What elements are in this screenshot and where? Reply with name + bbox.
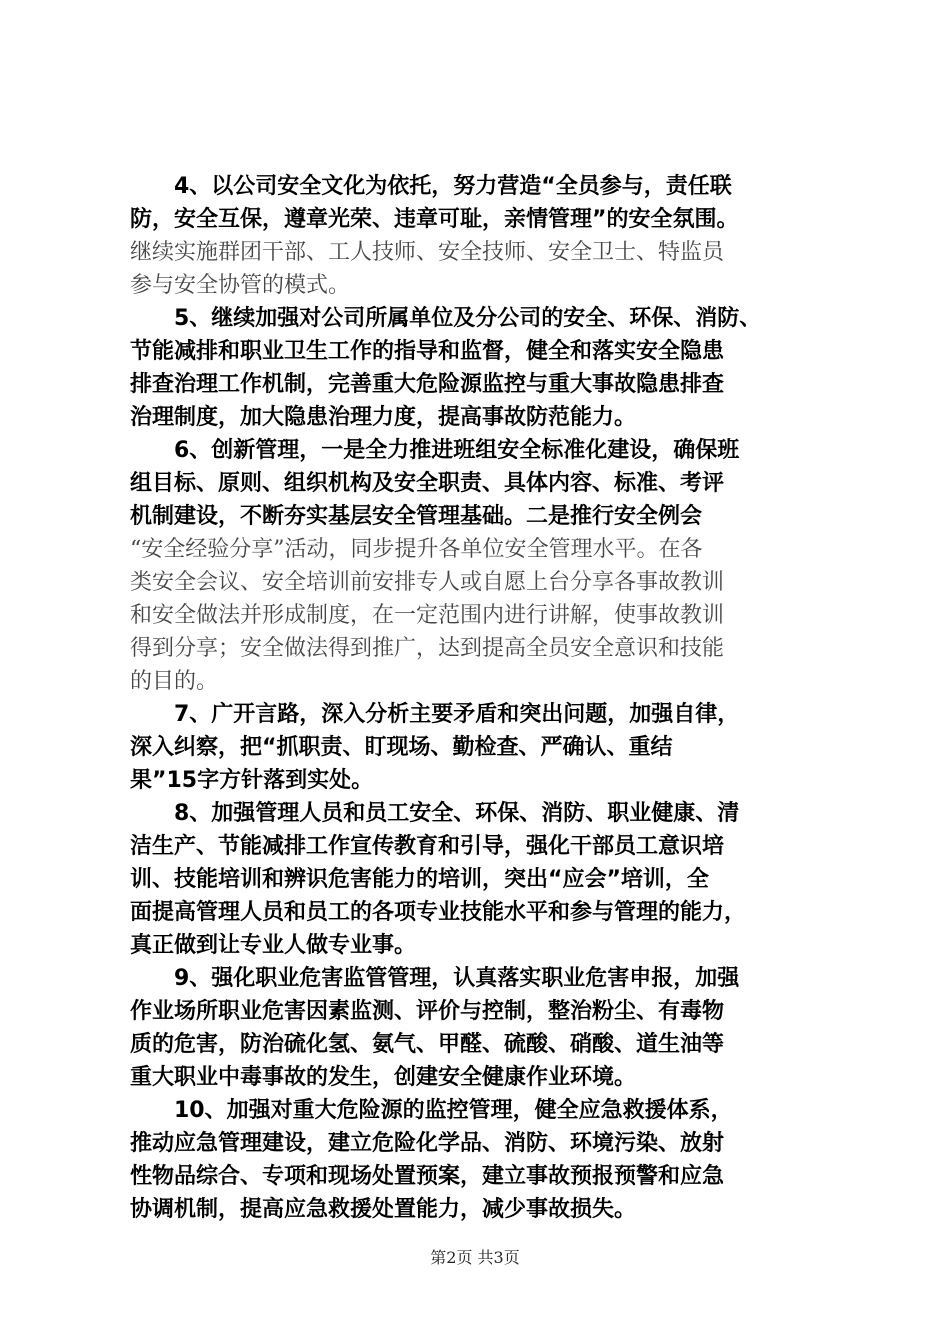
paragraph-5-line: 治理制度，加大隐患治理力度，提高事故防范能力。 (130, 405, 637, 430)
paragraph-7-line: 7、广开言路，深入分析主要矛盾和突出问题，加强自律， (174, 702, 740, 727)
paragraph-5-line: 排查治理工作机制，完善重大危险源监控与重大事故隐患排查 (130, 372, 725, 397)
paragraph-10-line: 协调机制，提高应急救援处置能力，减少事故损失。 (130, 1197, 637, 1222)
paragraph-6-line: 的目的。 (130, 669, 219, 694)
paragraph-5-line: 5、继续加强对公司所属单位及分公司的安全、环保、消防、 (174, 306, 762, 331)
paragraph-4-line: 继续实施群团干部、工人技师、安全技师、安全卫士、特监员 (130, 240, 725, 265)
paragraph-8-line: 洁生产、节能减排工作宣传教育和引导，强化干部员工意识培 (130, 834, 725, 859)
paragraph-6-line: 得到分享；安全做法得到推广，达到提高全员安全意识和技能 (130, 636, 725, 661)
paragraph-6-line: 类安全会议、安全培训前安排专人或自愿上台分享各事故教训 (130, 570, 725, 595)
paragraph-10-line: 10、加强对重大危险源的监控管理，健全应急救援体系， (174, 1098, 733, 1123)
paragraph-4-line: 防，安全互保，遵章光荣、违章可耻，亲情管理”的安全氛围。 (130, 207, 739, 232)
paragraph-10-line: 性物品综合、专项和现场处置预案，建立事故预报预警和应急 (130, 1164, 725, 1189)
paragraph-10-line: 推动应急管理建设，建立危险化学品、消防、环境污染、放射 (130, 1131, 725, 1156)
paragraph-9-line: 9、强化职业危害监管管理，认真落实职业危害申报，加强 (174, 966, 740, 991)
paragraph-6-line: 机制建设，不断夯实基层安全管理基础。二是推行安全例会 (130, 504, 703, 529)
page-footer: 第2页 共3页 (430, 1248, 520, 1267)
paragraph-8-line: 面提高管理人员和员工的各项专业技能水平和参与管理的能力， (130, 900, 747, 925)
paragraph-4-line: 参与安全协管的模式。 (130, 273, 351, 298)
paragraph-9-line: 作业场所职业危害因素监测、评价与控制，整治粉尘、有毒物 (130, 999, 725, 1024)
paragraph-8-line: 真正做到让专业人做专业事。 (130, 933, 417, 958)
paragraph-4-line: 4、以公司安全文化为依托，努力营造“全员参与，责任联 (174, 174, 732, 199)
paragraph-7-line: 深入纠察，把“抓职责、盯现场、勤检查、严确认、重结 (130, 735, 673, 760)
paragraph-6-line: 组目标、原则、组织机构及安全职责、具体内容、标准、考评 (130, 471, 725, 496)
paragraph-9-line: 质的危害，防治硫化氢、氨气、甲醛、硫酸、硝酸、道生油等 (130, 1032, 725, 1057)
paragraph-9-line: 重大职业中毒事故的发生，创建安全健康作业环境。 (130, 1065, 637, 1090)
paragraph-6-line: 和安全做法并形成制度，在一定范围内进行讲解，使事故教训 (130, 603, 725, 628)
paragraph-6-line: “安全经验分享”活动，同步提升各单位安全管理水平。在各 (130, 537, 703, 562)
paragraph-8-line: 8、加强管理人员和员工安全、环保、消防、职业健康、清 (174, 801, 740, 826)
paragraph-7-line: 果”15字方针落到实处。 (130, 768, 374, 793)
paragraph-6-line: 6、创新管理，一是全力推进班组安全标准化建设，确保班 (174, 438, 740, 463)
paragraph-8-line: 训、技能培训和辨识危害能力的培训，突出“应会”培训，全 (130, 867, 709, 892)
paragraph-5-line: 节能减排和职业卫生工作的指导和监督，健全和落实安全隐患 (130, 339, 725, 364)
